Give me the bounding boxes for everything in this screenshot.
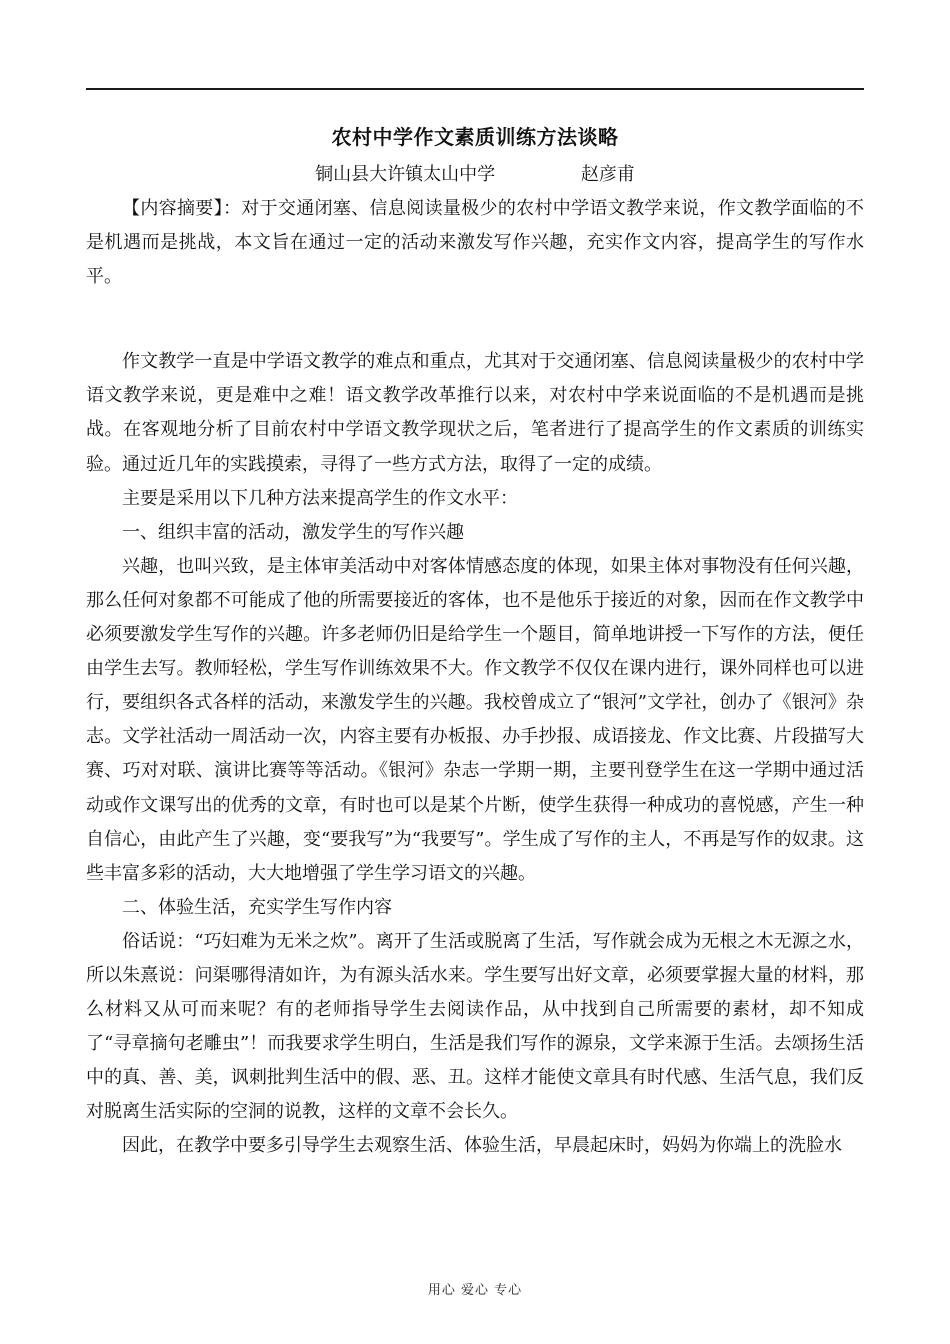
abstract-label: 【内容摘要】： [122, 198, 242, 219]
author-name: 赵彦甫 [580, 164, 635, 185]
byline [86, 160, 864, 190]
page-footer: 用心 爱心 专心 [427, 1283, 523, 1298]
body-paragraph-2: 主要是采用以下几种方法来提高学生的作文水平： [122, 487, 518, 509]
header-rule [86, 88, 864, 90]
body-paragraph-5: 因此，在教学中要多引导学生去观察生活、体验生活，早晨起床时，妈妈为你端上的洗脸水 [122, 1135, 842, 1157]
school-name: 铜山县大许镇太山中学 [315, 164, 496, 185]
body-paragraph-1: 作文教学一直是中学语文教学的难点和重点，尤其对于交通闭塞、信息阅读量极少的农村中学语文教学来说，更是难中之难！语文教学改革推行以来，对农村中学来说面临的不是机遇而是挑战。在客观地分析了目前农村中学语文教学现状之后，笔者进行了提高学生的作文素质的训练实验。通过近几年的实践摸索，寻得了一些方式方法，取得了一定的成绩。 [86, 351, 864, 475]
document-body [86, 192, 864, 1164]
body-paragraph-3: 兴趣，也叫兴致，是主体审美活动中对客体情感态度的体现，如果主体对事物没有任何兴趣，那么任何对象都不可能成了他的所需要接近的客体，也不是他乐于接近的对象，因而在作文教学中必须要激发学生写作的兴趣。许多老师仍旧是给学生一个题目，简单地讲授一下写作的方法，便任由学生去写。教师轻松，学生写作训练效果不大。作文教学不仅仅在课内进行，课外同样也可以进行，要组织各式各样的活动，来激发学生的兴趣。我校曾成立了“银河”文学社，创办了《银河》杂志。文学社活动一周活动一次，内容主要有办板报、办手抄报、成语接龙、作文比赛、片段描写大赛、巧对对联、演讲比赛等等活动。《银河》杂志一学期一期，主要刊登学生在这一学期中通过活动或作文课写出的优秀的文章，有时也可以是某个片断，使学生获得一种成功的喜悦感，产生一种自信心，由此产生了兴趣，变“要我写”为“我要写”。学生成了写作的主人，不再是写作的奴隶。这些丰富多彩的活动，大大地增强了学生学习语文的兴趣。 [86, 555, 864, 884]
abstract-text: 对于交通闭塞、信息阅读量极少的农村中学语文教学来说，作文教学面临的不是机遇而是挑战，本文旨在通过一定的活动来激发写作兴趣，充实作文内容，提高学生的写作水平。 [86, 198, 865, 288]
abstract-paragraph [86, 192, 864, 294]
body-paragraph-4: 俗话说：“巧妇难为无米之炊”。离开了生活或脱离了生活，写作就会成为无根之木无源之水，所以朱熹说：问渠哪得清如许，为有源头活水来。学生要写出好文章，必须要掌握大量的材料，那么材料又从可而来呢？有的老师指导学生去阅读作品，从中找到自己所需要的素材，却不知成了“寻章摘句老雕虫”！而我要求学生明白，生活是我们写作的源泉，文学来源于生活。去颂扬生活中的真、善、美，讽刺批判生活中的假、恶、丑。这样才能使文章具有时代感、生活气息，我们反对脱离生活实际的空洞的说教，这样的文章不会长久。 [86, 930, 864, 1123]
section-heading-2: 二、体验生活，充实学生写作内容 [122, 896, 392, 918]
document-title: 农村中学作文素质训练方法谈略 [331, 125, 619, 149]
paragraph-spacer [86, 294, 864, 345]
section-heading-1: 一、组织丰富的活动，激发学生的写作兴趣 [122, 521, 464, 543]
